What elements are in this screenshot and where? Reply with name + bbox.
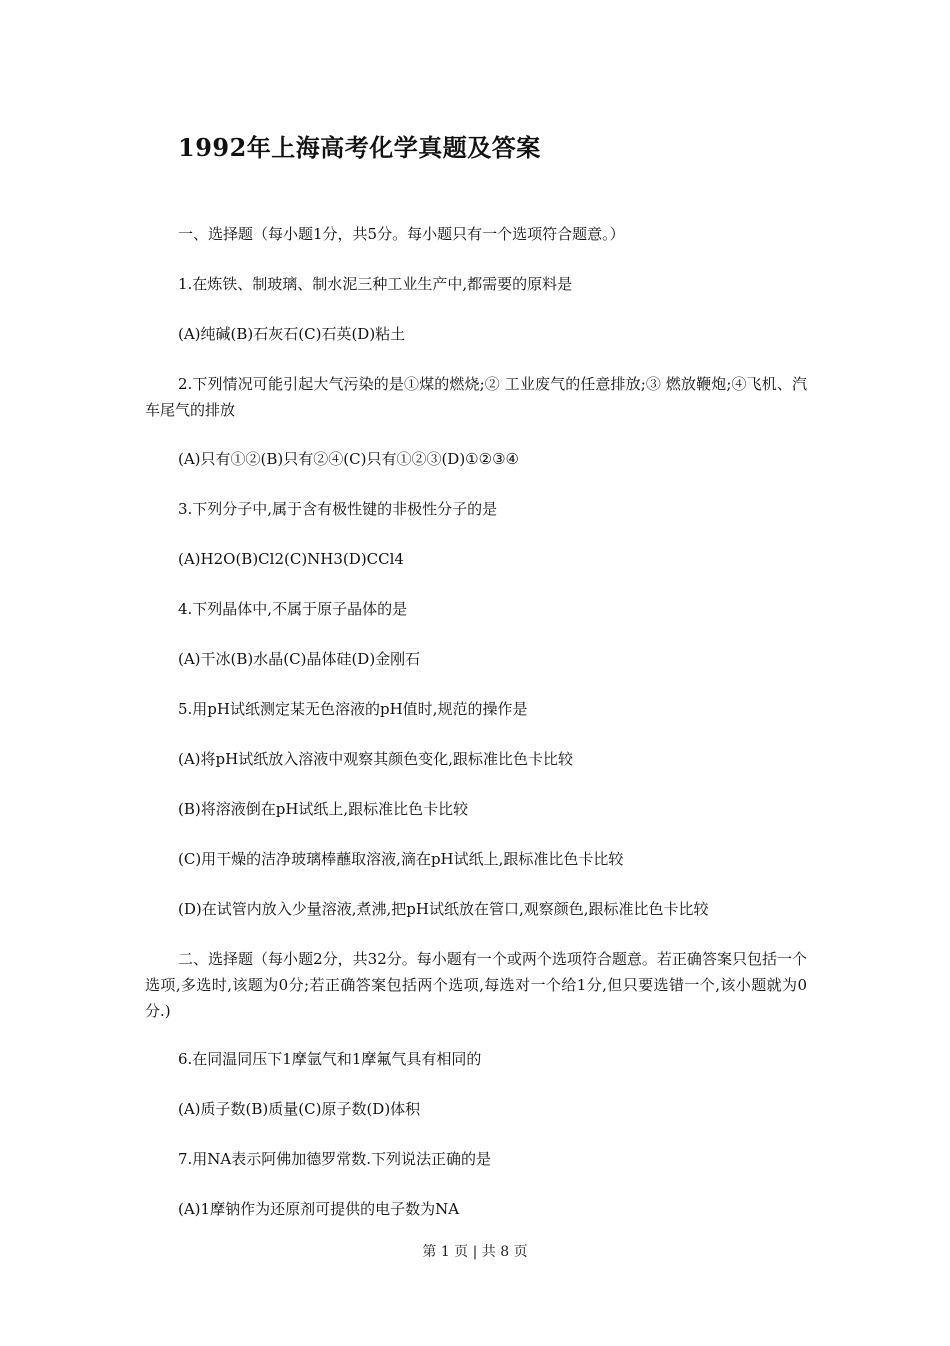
question-1: 1.在炼铁、制玻璃、制水泥三种工业生产中,都需要的原料是 <box>178 275 573 293</box>
question-4: 4.下列晶体中,不属于原子晶体的是 <box>178 600 408 618</box>
question-5-option-c: (C)用干燥的洁净玻璃棒蘸取溶液,滴在pH试纸上,跟标准比色卡比较 <box>178 850 624 868</box>
question-6-options: (A)质子数(B)质量(C)原子数(D)体积 <box>178 1100 421 1118</box>
question-3: 3.下列分子中,属于含有极性键的非极性分子的是 <box>178 500 498 518</box>
question-1-options: (A)纯碱(B)石灰石(C)石英(D)粘土 <box>178 325 406 343</box>
page-footer <box>0 1241 950 1261</box>
section-two-heading: 二、选择题（每小题2分，共32分。每小题有一个或两个选项符合题意。若正确答案只包括一个选项,多选时,该题为0分;若正确答案包括两个选项,每选对一个给1分,但只要选错一个,该小题就为0分.) <box>145 950 807 1020</box>
question-7: 7.用NA表示阿佛加德罗常数.下列说法正确的是 <box>178 1150 492 1168</box>
question-7-option-a: (A)1摩钠作为还原剂可提供的电子数为NA <box>178 1200 460 1218</box>
question-5-option-d: (D)在试管内放入少量溶液,煮沸,把pH试纸放在管口,观察颜色,跟标准比色卡比较 <box>178 900 709 918</box>
question-6: 6.在同温同压下1摩氩气和1摩氟气具有相同的 <box>178 1050 482 1068</box>
question-5-option-b: (B)将溶液倒在pH试纸上,跟标准比色卡比较 <box>178 800 469 818</box>
section-one-heading: 一、选择题（每小题1分，共5分。每小题只有一个选项符合题意。） <box>178 225 625 243</box>
question-5-option-a: (A)将pH试纸放入溶液中观察其颜色变化,跟标准比色卡比较 <box>178 750 573 768</box>
question-2-options: (A)只有①②(B)只有②④(C)只有①②③(D)①②③④ <box>178 450 519 468</box>
page-number: 第 1 页 | 共 8 页 <box>422 1244 528 1260</box>
page-title: 1992年上海高考化学真题及答案 <box>178 133 541 162</box>
question-5: 5.用pH试纸测定某无色溶液的pH值时,规范的操作是 <box>178 700 528 718</box>
question-3-options: (A)H2O(B)Cl2(C)NH3(D)CCl4 <box>178 550 404 568</box>
question-2: 2.下列情况可能引起大气污染的是①煤的燃烧;② 工业废气的任意排放;③ 燃放鞭炮;④飞机、汽车尾气的排放 <box>145 375 807 419</box>
question-4-options: (A)干冰(B)水晶(C)晶体硅(D)金刚石 <box>178 650 421 668</box>
